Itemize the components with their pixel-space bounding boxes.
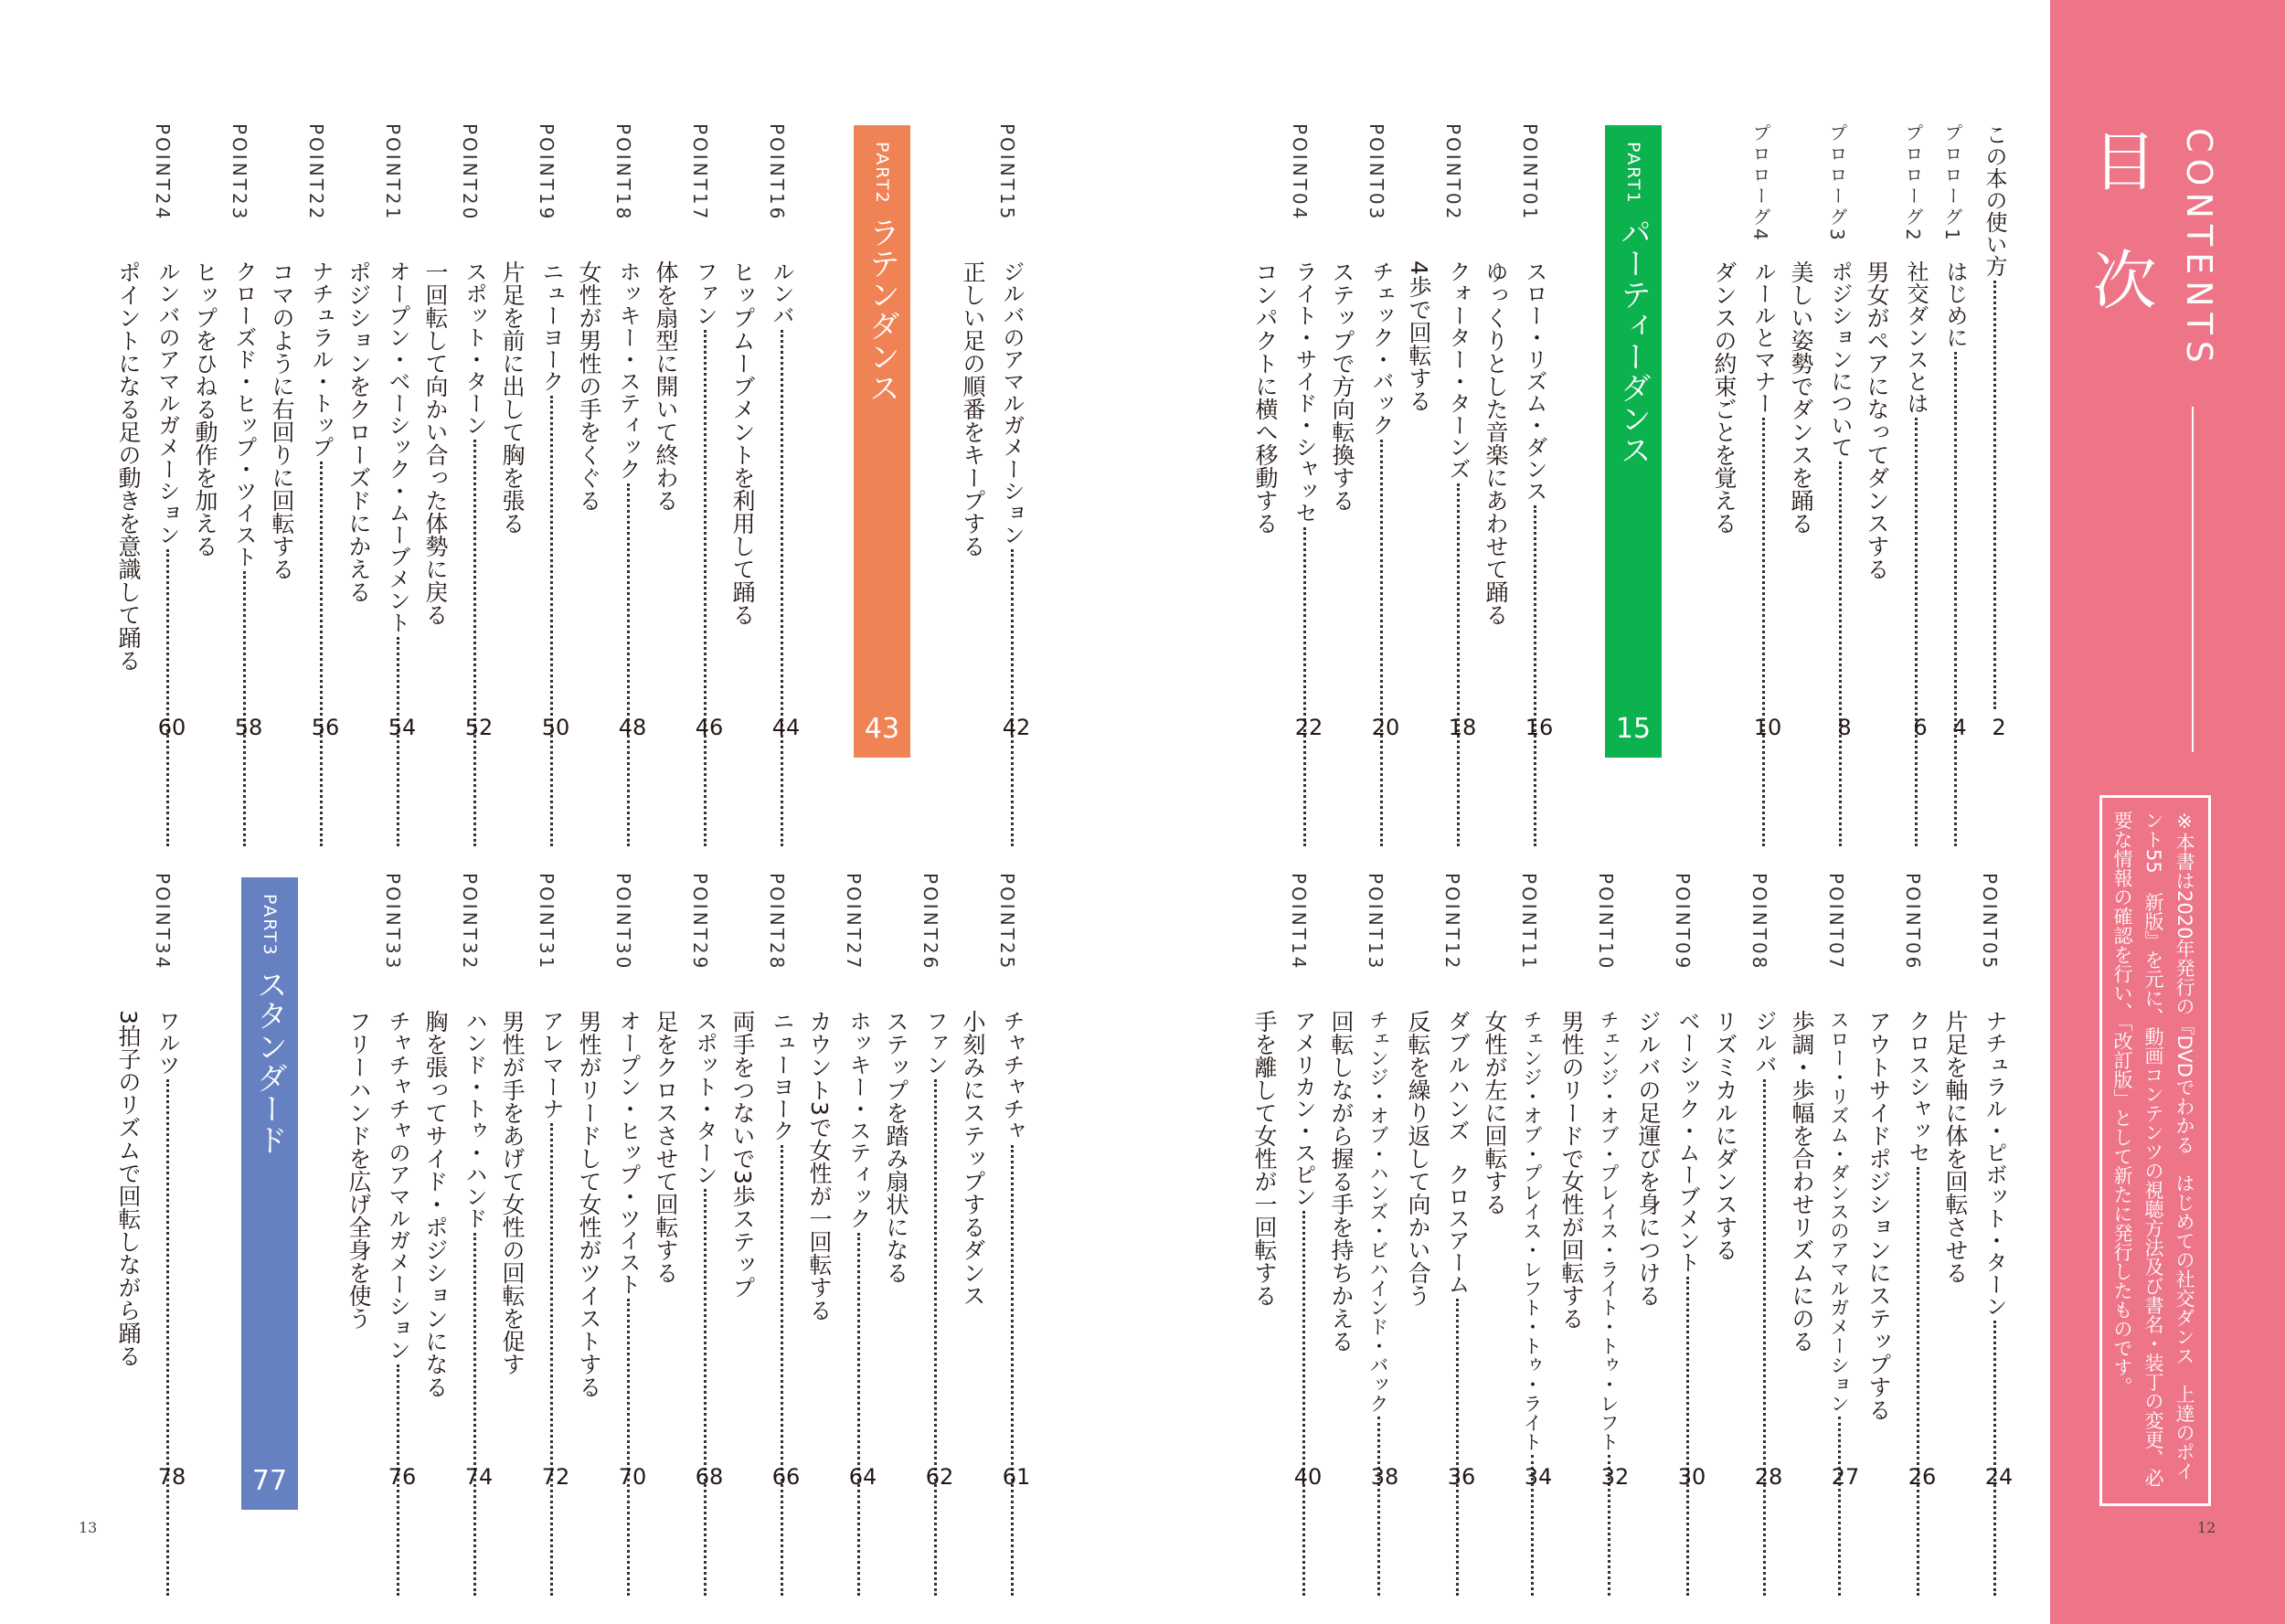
- entry-label: POINT34: [152, 873, 174, 971]
- entry-subtitle: 歩調・歩幅を合わせリズムにのる: [1789, 1010, 1815, 1353]
- entry-label: プロローグ1: [1941, 123, 1963, 243]
- part3-banner: [241, 877, 298, 1510]
- dot-leader: [1302, 1211, 1305, 1596]
- toc-entry: [1329, 123, 1406, 740]
- entry-label: POINT11: [1518, 873, 1540, 971]
- toc-entry: [1788, 123, 1865, 740]
- entry-title: チャチャチャ: [999, 1010, 1025, 1141]
- entry-page: 26: [1908, 1464, 1937, 1490]
- dot-leader: [1915, 418, 1918, 846]
- entry-subtitle: 男性がリードして女性がツイストする: [576, 1010, 602, 1398]
- part1-banner: [1605, 125, 1662, 758]
- dot-leader: [704, 1189, 707, 1596]
- entry-title: クォーター・ターンズ: [1445, 260, 1471, 480]
- toc-entry: [1405, 873, 1482, 1490]
- part-title: スタンダード: [250, 969, 288, 1155]
- entry-title: ワルツ: [154, 1010, 180, 1076]
- entry-label: POINT23: [228, 123, 250, 222]
- dot-leader: [1839, 462, 1842, 846]
- entry-title: ジルバのアマルガメーション: [999, 260, 1025, 546]
- entry-page: 76: [388, 1464, 417, 1490]
- entry-page: 74: [464, 1464, 494, 1490]
- toc-entry: [729, 123, 806, 740]
- dot-leader: [934, 1079, 937, 1596]
- entry-title: ニューヨーク: [538, 260, 564, 392]
- entry-title: チェンジ・オブ・プレイス・ライト・トゥ・レフト: [1598, 1010, 1620, 1451]
- entry-label: POINT26: [919, 873, 941, 971]
- dot-leader: [1954, 352, 1957, 846]
- dot-leader: [1838, 1417, 1841, 1596]
- entry-title: スポット・ターン: [462, 260, 487, 436]
- toc-entry: [1865, 873, 1942, 1490]
- toc-entry: [576, 123, 653, 740]
- sidebar-divider: [2192, 407, 2194, 752]
- entry-label: POINT19: [536, 123, 558, 222]
- entry-subtitle: ヒップムーブメントを利用して踊る: [729, 260, 756, 626]
- toc-entry: [1251, 873, 1328, 1490]
- entry-page: 30: [1677, 1464, 1706, 1490]
- entry-title: ルールとマナー: [1750, 260, 1776, 414]
- toc-entry: [499, 873, 576, 1490]
- toc-entry: [1406, 123, 1483, 740]
- toc-entry: [806, 873, 883, 1490]
- toc-entry: [1942, 873, 2019, 1490]
- entry-label: POINT08: [1748, 873, 1770, 971]
- dot-leader: [166, 1079, 169, 1596]
- toc-entry: [653, 873, 729, 1490]
- entry-subtitle: ゆっくりとした音楽にあわせて踊る: [1483, 260, 1509, 626]
- toc-entry: [1940, 123, 1980, 740]
- entry-subtitle: 3拍子のリズムで回転しながら踊る: [115, 1010, 142, 1367]
- entry-label: POINT30: [612, 873, 634, 971]
- entry-page: 6: [1913, 715, 1928, 740]
- entry-subtitle: 正しい足の順番をキープする: [960, 260, 986, 557]
- entry-subtitle: 回転しながら握る手を持ちかえる: [1328, 1010, 1355, 1353]
- entry-label: POINT07: [1825, 873, 1847, 971]
- entry-label: POINT01: [1519, 123, 1541, 222]
- entry-subtitle: 男女がペアになってダンスする: [1864, 260, 1890, 580]
- entry-title: ファン: [692, 260, 717, 326]
- entry-label: POINT09: [1672, 873, 1694, 971]
- part-label: PART1: [1623, 142, 1643, 205]
- entry-subtitle: 反転を繰り返して向かい合う: [1405, 1010, 1431, 1307]
- entry-page: 56: [311, 715, 340, 740]
- toc-entry: [576, 873, 653, 1490]
- entry-label: プロローグ3: [1826, 123, 1848, 243]
- entry-label: POINT16: [766, 123, 788, 222]
- entry-page: 78: [157, 1464, 186, 1490]
- part-page: 77: [251, 1465, 288, 1497]
- entry-page: 22: [1294, 715, 1323, 740]
- entry-label: POINT22: [305, 123, 327, 222]
- entry-subtitle: ダンスの約束ごとを覚える: [1711, 260, 1738, 535]
- entry-title: チェンジ・オブ・プレイス・レフト・トゥ・ライト: [1521, 1010, 1543, 1451]
- entry-page: 44: [771, 715, 801, 740]
- dot-leader: [704, 330, 707, 846]
- entry-subtitle: ステップを踏み扇状になる: [883, 1010, 909, 1284]
- entry-subtitle: ポイントになる足の動きを意識して踊る: [115, 260, 142, 672]
- entry-title: オープン・ベーシック・ムーブメント: [385, 260, 410, 633]
- entry-page: 4: [1952, 715, 1967, 740]
- contents-heading: CONTENTS: [2179, 128, 2219, 369]
- entry-label: POINT12: [1441, 873, 1463, 971]
- dot-leader: [627, 483, 630, 846]
- entry-page: 50: [541, 715, 570, 740]
- dot-leader: [1993, 281, 1996, 709]
- entry-title: この本の使い方: [1982, 123, 2007, 277]
- toc-entry: [1979, 123, 2019, 740]
- entry-subtitle: ステップで方向転換する: [1329, 260, 1355, 512]
- entry-subtitle: 胸を張ってサイド・ポジションになる: [422, 1010, 449, 1398]
- dot-leader: [243, 571, 246, 846]
- dot-leader: [397, 637, 399, 846]
- entry-title: チャチャチャのアマルガメーション: [385, 1010, 410, 1361]
- entry-title: ハンド・トゥ・ハンド: [462, 1010, 487, 1229]
- entry-subtitle: ポジションをクローズドにかえる: [345, 260, 372, 603]
- entry-title: アメリカン・スピン: [1291, 1010, 1316, 1207]
- entry-page: 20: [1371, 715, 1400, 740]
- toc-entry: [422, 123, 499, 740]
- entry-title: ダブルハンズ クロスアーム: [1444, 1010, 1470, 1295]
- entry-label: プロローグ2: [1902, 123, 1924, 243]
- entry-page: 62: [925, 1464, 954, 1490]
- page-number-left: 13: [79, 1519, 98, 1536]
- dot-leader: [1917, 1167, 1919, 1596]
- entry-label: POINT27: [843, 873, 865, 971]
- entry-label: POINT20: [459, 123, 481, 222]
- entry-subtitle: ヒップをひねる動作を加える: [192, 260, 218, 557]
- part-title: パーティーダンス: [1614, 217, 1652, 465]
- revision-notice: ※本書は2020年発行の『DVDでわかる はじめての社交ダンス 上達のポイント55 新版』を元に、動画コンテンツの視聴方法及び書名・装丁の変更、必要な情報の確認を行い、「改訂版」として新たに発行したものです。: [2099, 795, 2211, 1506]
- entry-subtitle: カウント3で女性が一回転する: [806, 1010, 833, 1321]
- dot-leader: [1456, 1299, 1459, 1596]
- entry-title: ニューヨーク: [769, 1010, 794, 1141]
- entry-title: スポット・ターン: [692, 1010, 717, 1185]
- entry-subtitle: ジルバの足運びを身につける: [1635, 1010, 1662, 1307]
- entry-page: 70: [618, 1464, 647, 1490]
- entry-subtitle: 片足を前に出して胸を張る: [499, 260, 526, 535]
- entry-label: POINT03: [1366, 123, 1387, 222]
- entry-page: 34: [1524, 1464, 1553, 1490]
- entry-page: 61: [1002, 1464, 1031, 1490]
- entry-label: POINT32: [459, 873, 481, 971]
- toc-entry: [192, 123, 269, 740]
- entry-page: 60: [157, 715, 186, 740]
- dot-leader: [1380, 440, 1383, 846]
- toc-entry: [1482, 873, 1558, 1490]
- entry-subtitle: 男性が手をあげて女性の回転を促す: [499, 1010, 526, 1375]
- toc-entry: [653, 123, 729, 740]
- toc-entry: [1328, 873, 1405, 1490]
- toc-entry: [345, 873, 422, 1490]
- entry-subtitle: アウトサイドポジションにステップする: [1865, 1010, 1892, 1421]
- toc-entry: [1864, 123, 1940, 740]
- entry-title: ナチュラル・ピボット・ターン: [1982, 1010, 2007, 1317]
- toc-entry: [1789, 873, 1865, 1490]
- toc-entry: [499, 123, 576, 740]
- dot-leader: [1763, 1079, 1766, 1596]
- entry-subtitle: フリーハンドを広げ全身を使う: [345, 1010, 372, 1330]
- entry-subtitle: コマのように右回りに回転する: [269, 260, 295, 580]
- toc-entry: [1635, 873, 1712, 1490]
- dot-leader: [1534, 505, 1536, 846]
- entry-label: POINT02: [1442, 123, 1464, 222]
- entry-subtitle: 男性のリードで女性が回転する: [1558, 1010, 1585, 1330]
- entry-page: 18: [1448, 715, 1477, 740]
- dot-leader: [857, 1233, 860, 1596]
- entry-title: スロー・リズム・ダンス: [1522, 260, 1547, 502]
- toc-entry: [115, 123, 192, 740]
- page-number-right: 12: [2197, 1519, 2216, 1536]
- dot-leader: [1011, 1145, 1014, 1596]
- part-label: PART3: [260, 894, 280, 957]
- entry-title: オープン・ヒップ・ツイスト: [615, 1010, 641, 1295]
- dot-leader: [1762, 418, 1765, 846]
- entry-label: POINT29: [689, 873, 711, 971]
- entry-label: POINT25: [996, 873, 1018, 971]
- dot-leader: [550, 396, 553, 846]
- entry-page: 68: [695, 1464, 724, 1490]
- entry-title: ベーシック・ムーブメント: [1674, 1010, 1700, 1273]
- entry-title: ナチュラル・トップ: [308, 260, 334, 458]
- entry-title: クロスシャッセ: [1905, 1010, 1930, 1163]
- entry-page: 27: [1831, 1464, 1860, 1490]
- entry-page: 8: [1837, 715, 1852, 740]
- entry-page: 10: [1753, 715, 1782, 740]
- entry-label: POINT06: [1902, 873, 1924, 971]
- entry-subtitle: 女性が左に回転する: [1482, 1010, 1508, 1215]
- entry-subtitle: 足をクロスさせて回転する: [653, 1010, 679, 1284]
- entry-page: 28: [1754, 1464, 1783, 1490]
- entry-page: 38: [1370, 1464, 1399, 1490]
- entry-subtitle: 小刻みにステップするダンス: [960, 1010, 986, 1307]
- entry-title: 社交ダンスとは: [1903, 260, 1929, 414]
- entry-label: POINT24: [152, 123, 174, 222]
- entry-title: はじめに: [1942, 260, 1968, 348]
- entry-label: プロローグ4: [1749, 123, 1771, 243]
- entry-page: 52: [464, 715, 494, 740]
- entry-title: ホッキー・スティック: [845, 1010, 871, 1229]
- entry-page: 24: [1984, 1464, 2014, 1490]
- dot-leader: [1686, 1277, 1689, 1596]
- entry-title: ジルバ: [1751, 1010, 1777, 1076]
- entry-page: 42: [1002, 715, 1031, 740]
- entry-page: 40: [1293, 1464, 1323, 1490]
- entry-label: POINT17: [689, 123, 711, 222]
- toc-entry: [1711, 123, 1788, 740]
- entry-title: チェンジ・オブ・ハンズ・ビハインド・バック: [1367, 1010, 1389, 1413]
- entry-subtitle: 片足を軸に体を回転させる: [1942, 1010, 1969, 1284]
- entry-label: POINT33: [382, 873, 404, 971]
- dot-leader: [550, 1123, 553, 1596]
- entry-label: POINT05: [1979, 873, 2001, 971]
- entry-label: POINT28: [766, 873, 788, 971]
- entry-title: ポジションについて: [1827, 260, 1853, 458]
- dot-leader: [627, 1299, 630, 1596]
- entry-title: アレマーナ: [538, 1010, 564, 1120]
- entry-page: 16: [1525, 715, 1554, 740]
- entry-title: スロー・リズム・ダンスのアマルガメーション: [1828, 1010, 1850, 1413]
- dot-leader: [1303, 527, 1306, 846]
- entry-title: ファン: [922, 1010, 948, 1076]
- entry-title: クローズド・ヒップ・ツイスト: [231, 260, 257, 568]
- toc-entry: [883, 873, 960, 1490]
- dot-leader: [320, 462, 323, 846]
- entry-subtitle: リズミカルにダンスする: [1712, 1010, 1738, 1261]
- entry-label: POINT13: [1365, 873, 1387, 971]
- entry-label: POINT21: [382, 123, 404, 222]
- entry-page: 66: [771, 1464, 801, 1490]
- entry-subtitle: 両手をつないで3歩ステップ: [729, 1010, 756, 1299]
- entry-title: ホッキー・スティック: [615, 260, 641, 480]
- entry-title: ライト・サイド・シャッセ: [1291, 260, 1317, 524]
- toc-entry: [1483, 123, 1559, 740]
- entry-subtitle: 一回転して向かい合った体勢に戻る: [422, 260, 449, 626]
- toc-entry: [345, 123, 422, 740]
- toc-entry: [960, 873, 1036, 1490]
- entry-subtitle: 女性が男性の手をくぐる: [576, 260, 602, 512]
- part-page: 43: [864, 713, 900, 745]
- entry-title: ルンバ: [769, 260, 794, 326]
- entry-title: ルンバのアマルガメーション: [154, 260, 180, 546]
- dot-leader: [1011, 549, 1014, 846]
- entry-page: 54: [388, 715, 417, 740]
- part-page: 15: [1615, 713, 1652, 745]
- part-title: ラテンダンス: [863, 217, 900, 403]
- entry-label: POINT18: [612, 123, 634, 222]
- dot-leader: [166, 549, 169, 846]
- entry-subtitle: 4歩で回転する: [1406, 260, 1432, 412]
- toc-entry: [422, 873, 499, 1490]
- toc-entry: [1252, 123, 1329, 740]
- entry-label: POINT10: [1595, 873, 1617, 971]
- toc-entry: [729, 873, 806, 1490]
- toc-entry: [115, 873, 192, 1490]
- entry-title: チェック・バック: [1368, 260, 1394, 436]
- toc-entry: [1712, 873, 1789, 1490]
- entry-page: 64: [848, 1464, 877, 1490]
- entry-page: 72: [541, 1464, 570, 1490]
- dot-leader: [1377, 1417, 1380, 1596]
- entry-page: 2: [1992, 715, 2006, 740]
- part2-banner: [854, 125, 910, 758]
- dot-leader: [781, 1145, 783, 1596]
- entry-page: 48: [618, 715, 647, 740]
- entry-label: POINT31: [536, 873, 558, 971]
- entry-label: POINT04: [1289, 123, 1311, 222]
- entry-subtitle: 手を離して女性が一回転する: [1251, 1010, 1278, 1307]
- toc-entry: [1558, 873, 1635, 1490]
- entry-subtitle: コンパクトに横へ移動する: [1252, 260, 1279, 535]
- dot-leader: [1993, 1321, 1996, 1596]
- entry-label: POINT15: [996, 123, 1018, 222]
- entry-subtitle: 体を扇型に開いて終わる: [653, 260, 679, 512]
- toc-entry: [269, 123, 345, 740]
- dot-leader: [473, 440, 476, 846]
- entry-label: POINT14: [1288, 873, 1310, 971]
- entry-subtitle: 美しい姿勢でダンスを踊る: [1788, 260, 1814, 535]
- dot-leader: [473, 1233, 476, 1596]
- dot-leader: [1457, 483, 1460, 846]
- mokuji-title: 目次: [2082, 128, 2157, 366]
- entry-page: 36: [1447, 1464, 1476, 1490]
- toc-entry: [960, 123, 1036, 740]
- dot-leader: [781, 330, 783, 846]
- entry-page: 32: [1600, 1464, 1630, 1490]
- part-label: PART2: [872, 142, 892, 205]
- entry-page: 46: [695, 715, 724, 740]
- entry-page: 58: [234, 715, 263, 740]
